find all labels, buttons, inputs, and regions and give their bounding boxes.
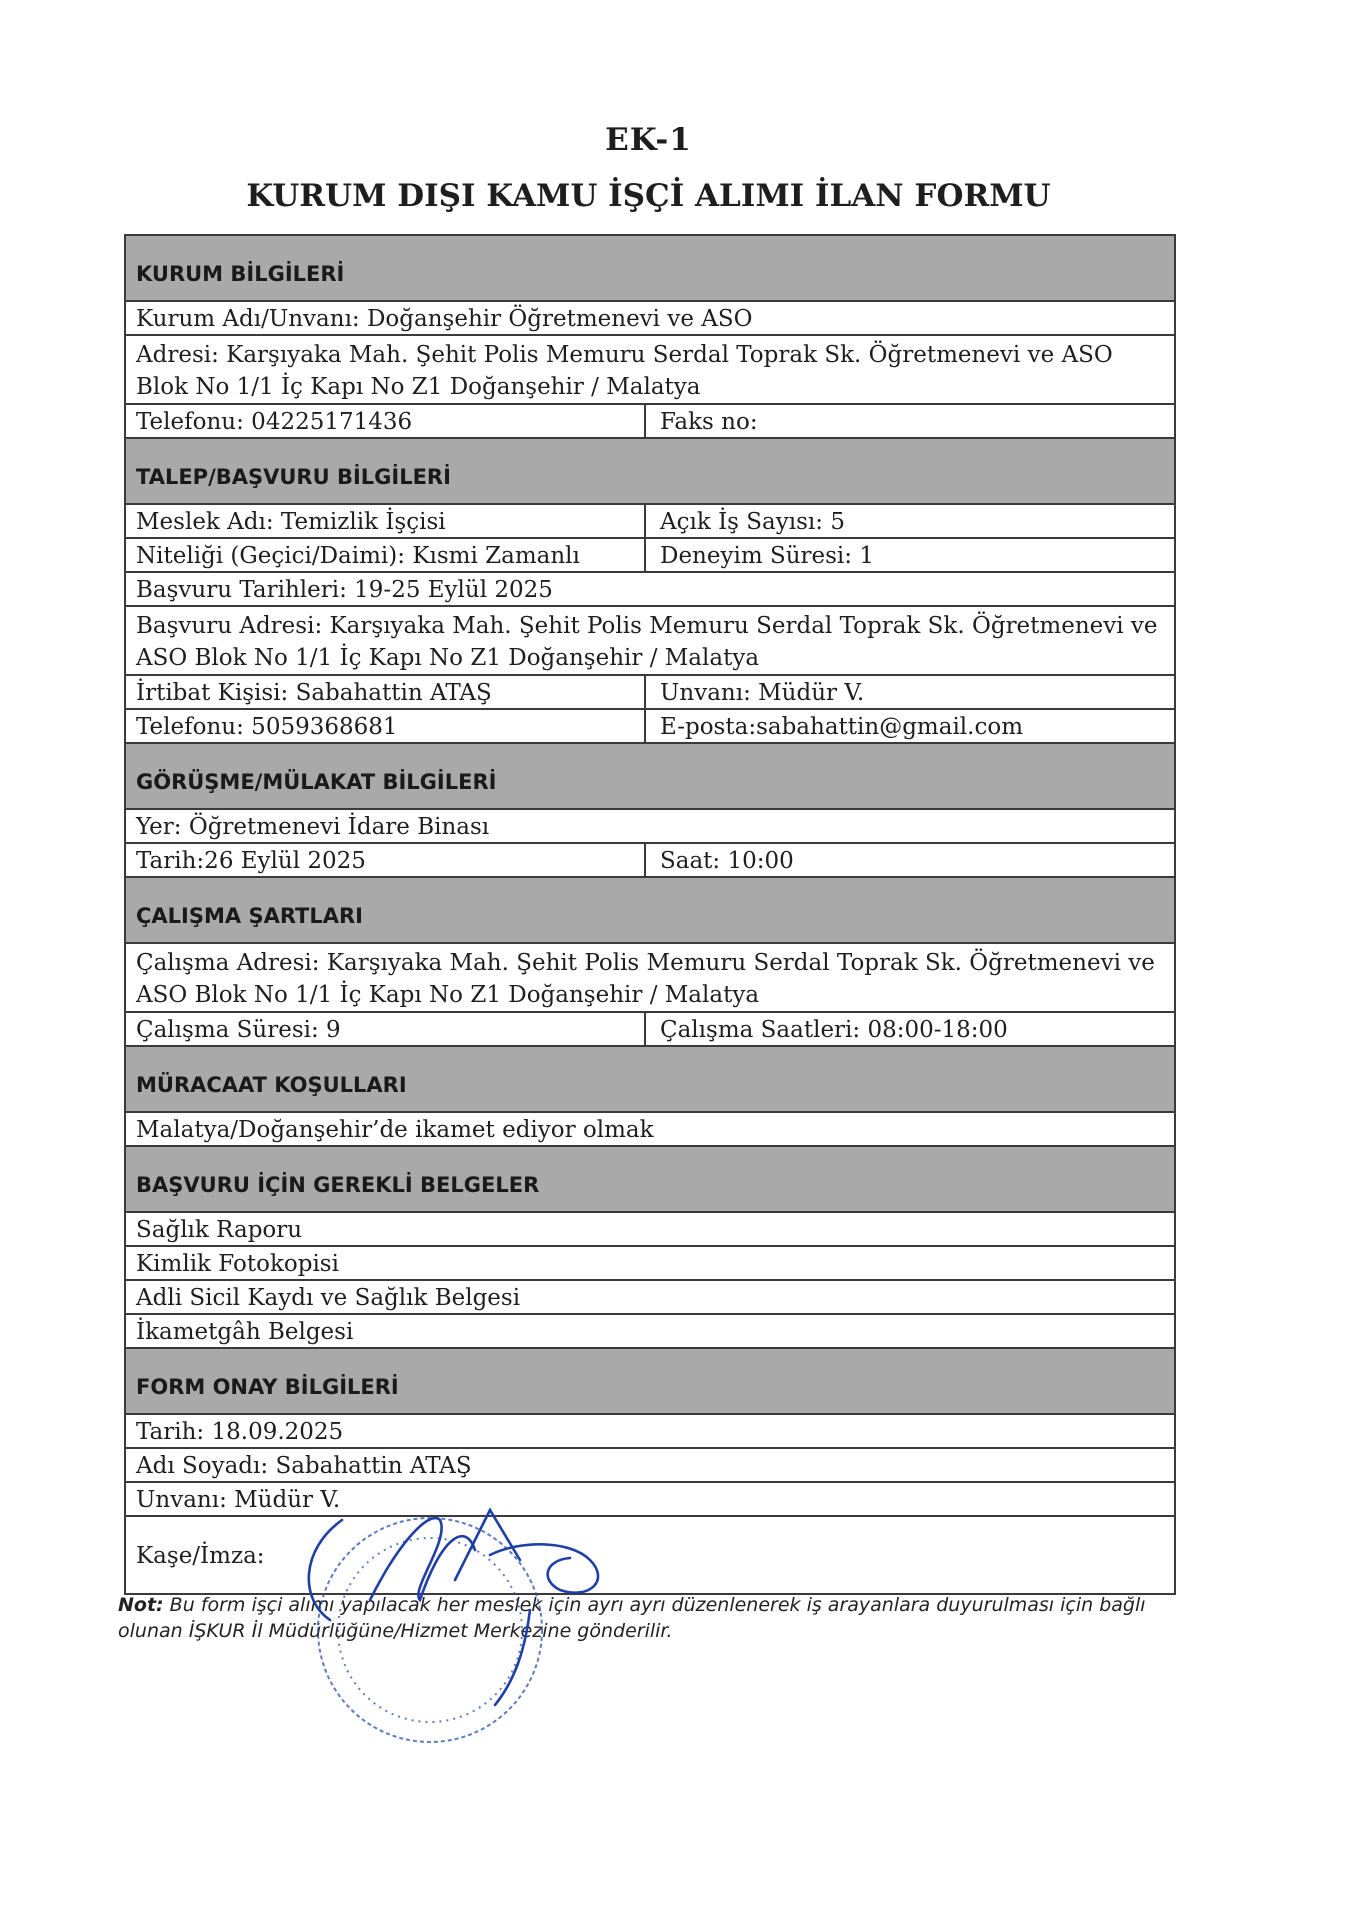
section-belgeler-heading: BAŞVURU İÇİN GEREKLİ BELGELER (126, 1147, 1174, 1213)
section-onay-heading: FORM ONAY BİLGİLERİ (126, 1349, 1174, 1415)
gorusme-yeri: Yer: Öğretmenevi İdare Binası (136, 814, 490, 840)
irtibat-unvani: Unvanı: Müdür V. (660, 680, 865, 706)
gorusme-saati: Saat: 10:00 (660, 848, 794, 874)
document-header (0, 118, 1297, 218)
annex-label: EK-1 (605, 122, 692, 158)
belge-item: İkametgâh Belgesi (136, 1319, 354, 1345)
footnote (118, 1592, 1178, 1644)
onay-tarih: Tarih: 18.09.2025 (136, 1419, 344, 1445)
section-calisma-heading: ÇALIŞMA ŞARTLARI (126, 878, 1174, 944)
niteligi: Niteliği (Geçici/Daimi): Kısmi Zamanlı (126, 539, 646, 571)
basvuru-tarihleri: Başvuru Tarihleri: 19-25 Eylül 2025 (136, 577, 553, 603)
belge-item: Kimlik Fotokopisi (136, 1251, 339, 1277)
note-text: Bu form işçi alımı yapılacak her meslek için ayrı ayrı düzenlenerek iş arayanlara duyurulması için bağlı olunan İŞKUR İl Müdürlüğüne/Hizmet Merkezine gönderilir. (118, 1594, 1146, 1642)
belge-item: Adli Sicil Kaydı ve Sağlık Belgesi (136, 1285, 521, 1311)
onay-unvani: Unvanı: Müdür V. (136, 1487, 341, 1513)
section-muracaat-heading: MÜRACAAT KOŞULLARI (126, 1047, 1174, 1113)
gorusme-tarihi: Tarih:26 Eylül 2025 (126, 844, 646, 876)
basvuru-adresi: Başvuru Adresi: Karşıyaka Mah. Şehit Polis Memuru Serdal Toprak Sk. Öğretmenevi ve ASO Blok No 1/1 İç Kapı No Z1 Doğanşehir / Malatya (136, 613, 1158, 671)
note-label: Not: (118, 1594, 164, 1616)
section-gorusme-heading: GÖRÜŞME/MÜLAKAT BİLGİLERİ (126, 744, 1174, 810)
belge-item: Sağlık Raporu (136, 1217, 303, 1243)
calisma-saatleri: Çalışma Saatleri: 08:00-18:00 (660, 1017, 1008, 1043)
kase-imza: Kaşe/İmza: (136, 1543, 265, 1569)
kurum-faks: Faks no: (660, 409, 758, 435)
calisma-adresi: Çalışma Adresi: Karşıyaka Mah. Şehit Polis Memuru Serdal Toprak Sk. Öğretmenevi ve ASO Blok No 1/1 İç Kapı No Z1 Doğanşehir / Malatya (136, 950, 1155, 1008)
irtibat-eposta: E-posta:sabahattin@gmail.com (660, 714, 1024, 740)
calisma-suresi: Çalışma Süresi: 9 (126, 1013, 646, 1045)
meslek-adi: Meslek Adı: Temizlik İşçisi (126, 505, 646, 537)
onay-adi-soyadi: Adı Soyadı: Sabahattin ATAŞ (136, 1453, 472, 1479)
section-talep-heading: TALEP/BAŞVURU BİLGİLERİ (126, 439, 1174, 505)
form-title: KURUM DIŞI KAMU İŞÇİ ALIMI İLAN FORMU (246, 178, 1051, 214)
kurum-telefon: Telefonu: 04225171436 (126, 405, 646, 437)
section-kurum-heading: KURUM BİLGİLERİ (126, 236, 1174, 302)
irtibat-telefonu: Telefonu: 5059368681 (126, 710, 646, 742)
muracaat-kosulu: Malatya/Doğanşehir’de ikamet ediyor olmak (136, 1117, 654, 1143)
kurum-adres: Adresi: Karşıyaka Mah. Şehit Polis Memuru Serdal Toprak Sk. Öğretmenevi ve ASO Blok No 1/1 İç Kapı No Z1 Doğanşehir / Malatya (136, 342, 1113, 400)
deneyim-suresi: Deneyim Süresi: 1 (660, 543, 874, 569)
acik-is-sayisi: Açık İş Sayısı: 5 (660, 509, 845, 535)
kurum-adi: Kurum Adı/Unvanı: Doğanşehir Öğretmenevi ve ASO (136, 306, 753, 332)
irtibat-kisisi: İrtibat Kişisi: Sabahattin ATAŞ (126, 676, 646, 708)
job-posting-form (124, 234, 1176, 1595)
